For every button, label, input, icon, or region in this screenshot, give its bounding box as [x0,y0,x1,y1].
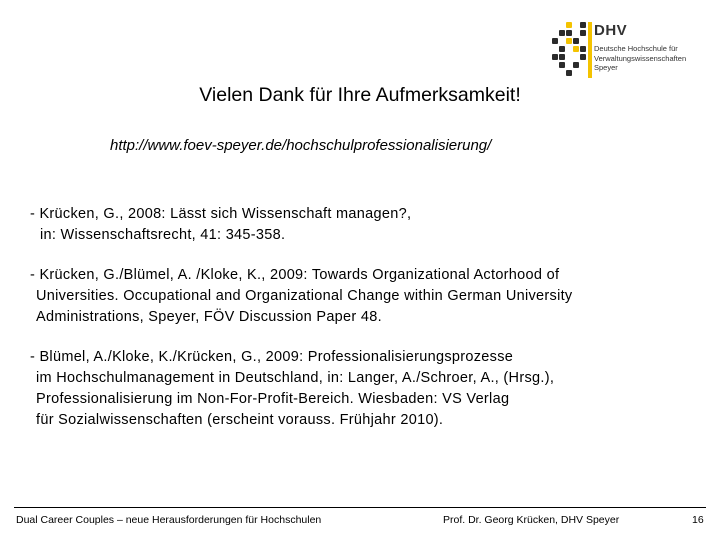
logo-dot [559,54,565,60]
logo-dot [559,30,565,36]
logo-accent-bar [588,22,592,78]
reference-item [30,265,700,328]
reference-line: für Sozialwissenschaften (erscheint vorauss. Frühjahr 2010). [36,412,444,428]
logo-dot [552,38,558,44]
logo-dot [573,46,579,52]
logo-dot [559,62,565,68]
reference-line: im Hochschulmanagement in Deutschland, in: Langer, A./Schroer, A., (Hrsg.), [36,370,555,386]
reference-line: - Krücken, G./Blümel, A. /Kloke, K., 2009: Towards Organizational Actorhood of [30,267,560,283]
reference-line: - Blümel, A./Kloke, K./Krücken, G., 2009: Professionalisierungsprozesse [30,349,514,365]
dhv-logo-dots-icon [552,22,588,78]
logo-subtitle [594,44,694,73]
footer-event-title: Dual Career Couples – neue Herausforderungen für Hochschulen [16,514,322,526]
footer-divider [14,507,706,508]
logo-dot [566,22,572,28]
reference-line: Professionalisierung im Non-For-Profit-Bereich. Wiesbaden: VS Verlag [36,391,510,407]
project-url[interactable]: http://www.foev-speyer.de/hochschulprofessionalisierung/ [110,137,492,154]
reference-line: in: Wissenschaftsrecht, 41: 345-358. [40,227,286,243]
footer-author: Prof. Dr. Georg Krücken, DHV Speyer [443,514,620,526]
logo-dot [566,70,572,76]
logo-dot [566,38,572,44]
logo-dot [559,46,565,52]
logo-dot [552,54,558,60]
logo-dot [573,38,579,44]
reference-item [30,204,700,246]
dhv-logo [552,22,692,80]
logo-dot [580,54,586,60]
logo-dot [573,62,579,68]
page-number: 16 [692,514,704,526]
reference-line: Administrations, Speyer, FÖV Discussion Paper 48. [36,309,382,325]
logo-title: DHV [594,22,628,39]
logo-dot [566,30,572,36]
logo-dot [580,46,586,52]
reference-line: - Krücken, G., 2008: Lässt sich Wissenschaft managen?, [30,206,412,222]
reference-item [30,347,700,431]
reference-line: Universities. Occupational and Organizational Change within German University [36,288,573,304]
logo-subtitle-line: Speyer [594,63,618,72]
logo-dot [580,30,586,36]
logo-subtitle-line: Verwaltungswissenschaften [594,53,687,63]
slide-title: Vielen Dank für Ihre Aufmerksamkeit! [199,84,521,106]
logo-subtitle-line: Deutsche Hochschule für [594,44,678,53]
reference-list [30,204,700,450]
logo-dot [580,22,586,28]
